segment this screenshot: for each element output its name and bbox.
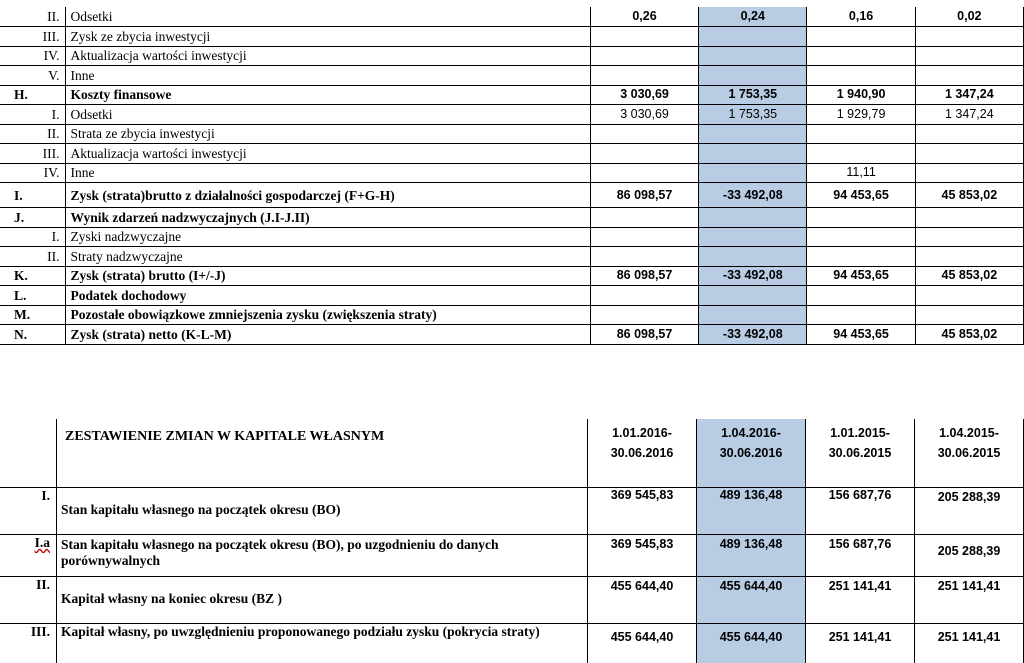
row-number: N. xyxy=(0,325,66,345)
value-cell xyxy=(699,124,807,144)
value-cell xyxy=(699,286,807,306)
value-cell xyxy=(699,208,807,228)
pl-row xyxy=(0,227,1024,247)
value-cell xyxy=(590,208,698,228)
equity-row-after-distribution xyxy=(0,624,1024,663)
value-cell: 45 853,02 xyxy=(915,183,1023,208)
row-number: I.a xyxy=(0,535,57,577)
row-label: Strata ze zbycia inwestycji xyxy=(66,124,590,144)
value-cell xyxy=(699,227,807,247)
value-cell: 251 141,41 xyxy=(915,624,1024,663)
pl-row xyxy=(0,325,1024,345)
value-cell: 455 644,40 xyxy=(697,577,806,624)
value-cell xyxy=(590,27,698,47)
value-cell xyxy=(807,66,915,86)
value-cell xyxy=(915,144,1023,164)
row-label: Kapitał własny, po uwzględnieniu proponowanego podziału zysku (pokrycia straty) xyxy=(57,624,588,663)
value-cell: 251 141,41 xyxy=(806,624,915,663)
row-number: II. xyxy=(0,247,66,267)
row-number: II. xyxy=(0,577,57,624)
value-cell: 1 753,35 xyxy=(699,105,807,125)
value-cell xyxy=(699,66,807,86)
value-cell xyxy=(807,227,915,247)
row-label: Koszty finansowe xyxy=(66,85,590,105)
value-cell: 1 347,24 xyxy=(915,85,1023,105)
row-label: Stan kapitału własnego na początek okresu (BO) xyxy=(57,488,588,535)
row-number: II. xyxy=(0,124,66,144)
value-cell: 455 644,40 xyxy=(588,624,697,663)
value-cell: 369 545,83 xyxy=(588,488,697,535)
value-cell xyxy=(807,46,915,66)
value-cell xyxy=(807,124,915,144)
value-cell: 86 098,57 xyxy=(590,266,698,286)
row-number: IV. xyxy=(0,46,66,66)
value-cell xyxy=(699,247,807,267)
pl-row xyxy=(0,7,1024,27)
pl-row xyxy=(0,46,1024,66)
value-cell xyxy=(699,46,807,66)
value-cell: 0,16 xyxy=(807,7,915,27)
equity-table-title: ZESTAWIENIE ZMIAN W KAPITALE WŁASNYM xyxy=(57,419,588,488)
row-label: Zysk ze zbycia inwestycji xyxy=(66,27,590,47)
pl-row xyxy=(0,183,1024,208)
row-label: Straty nadzwyczajne xyxy=(66,247,590,267)
row-label: Odsetki xyxy=(66,105,590,125)
value-cell xyxy=(590,163,698,183)
value-cell: 94 453,65 xyxy=(807,325,915,345)
value-cell xyxy=(807,144,915,164)
value-cell xyxy=(807,305,915,325)
row-number: II. xyxy=(0,7,66,27)
value-cell xyxy=(699,144,807,164)
value-cell: 3 030,69 xyxy=(590,85,698,105)
value-cell xyxy=(915,208,1023,228)
period-header-2: 1.04.2016- 30.06.2016 xyxy=(697,419,806,488)
value-cell: 455 644,40 xyxy=(588,577,697,624)
value-cell xyxy=(915,124,1023,144)
row-number xyxy=(0,419,57,488)
pl-row xyxy=(0,144,1024,164)
value-cell xyxy=(699,305,807,325)
row-label: Zysk (strata)brutto z działalności gospodarczej (F+G-H) xyxy=(66,183,590,208)
row-number: I. xyxy=(0,105,66,125)
value-cell xyxy=(915,286,1023,306)
pl-row xyxy=(0,208,1024,228)
value-cell: -33 492,08 xyxy=(699,325,807,345)
value-cell: 11,11 xyxy=(807,163,915,183)
value-cell: 86 098,57 xyxy=(590,325,698,345)
value-cell xyxy=(807,247,915,267)
value-cell xyxy=(590,247,698,267)
value-cell: 156 687,76 xyxy=(806,535,915,577)
row-label: Stan kapitału własnego na początek okresu (BO), po uzgodnieniu do danych porównywalnych xyxy=(57,535,588,577)
row-number: I. xyxy=(0,488,57,535)
row-number: III. xyxy=(0,144,66,164)
pl-row xyxy=(0,124,1024,144)
value-cell: 0,24 xyxy=(699,7,807,27)
value-cell xyxy=(590,66,698,86)
value-cell: 369 545,83 xyxy=(588,535,697,577)
equity-row-opening xyxy=(0,488,1024,535)
profit-loss-table xyxy=(0,7,1024,345)
row-label: Zysk (strata) netto (K-L-M) xyxy=(66,325,590,345)
value-cell: 455 644,40 xyxy=(697,624,806,663)
equity-header-row xyxy=(0,419,1024,488)
equity-row-opening-adjusted xyxy=(0,535,1024,577)
value-cell: 86 098,57 xyxy=(590,183,698,208)
value-cell xyxy=(915,163,1023,183)
pl-row xyxy=(0,305,1024,325)
value-cell xyxy=(915,227,1023,247)
value-cell xyxy=(699,163,807,183)
value-cell xyxy=(915,305,1023,325)
value-cell xyxy=(915,46,1023,66)
row-label: Pozostałe obowiązkowe zmniejszenia zysku (zwiększenia straty) xyxy=(66,305,590,325)
value-cell: 45 853,02 xyxy=(915,266,1023,286)
row-label: Aktualizacja wartości inwestycji xyxy=(66,144,590,164)
value-cell xyxy=(590,124,698,144)
row-label: Aktualizacja wartości inwestycji xyxy=(66,46,590,66)
value-cell xyxy=(590,144,698,164)
value-cell: 251 141,41 xyxy=(915,577,1024,624)
value-cell: 94 453,65 xyxy=(807,183,915,208)
value-cell xyxy=(590,46,698,66)
pl-row xyxy=(0,163,1024,183)
value-cell xyxy=(590,286,698,306)
value-cell xyxy=(915,247,1023,267)
value-cell xyxy=(807,208,915,228)
row-number: III. xyxy=(0,27,66,47)
value-cell: 94 453,65 xyxy=(807,266,915,286)
value-cell: 1 347,24 xyxy=(915,105,1023,125)
value-cell: 3 030,69 xyxy=(590,105,698,125)
value-cell: -33 492,08 xyxy=(699,266,807,286)
row-number: M. xyxy=(0,305,66,325)
value-cell xyxy=(590,305,698,325)
value-cell xyxy=(807,27,915,47)
period-header-1: 1.01.2016- 30.06.2016 xyxy=(588,419,697,488)
value-cell: 0,02 xyxy=(915,7,1023,27)
value-cell xyxy=(807,286,915,306)
row-number: I. xyxy=(0,183,66,208)
value-cell xyxy=(590,227,698,247)
value-cell: 156 687,76 xyxy=(806,488,915,535)
value-cell: 0,26 xyxy=(590,7,698,27)
value-cell xyxy=(915,27,1023,47)
equity-row-closing xyxy=(0,577,1024,624)
row-label: Inne xyxy=(66,66,590,86)
row-number: H. xyxy=(0,85,66,105)
row-label: Zysk (strata) brutto (I+/-J) xyxy=(66,266,590,286)
value-cell: 489 136,48 xyxy=(697,488,806,535)
value-cell xyxy=(699,27,807,47)
pl-row xyxy=(0,27,1024,47)
value-cell: 1 940,90 xyxy=(807,85,915,105)
row-number: IV. xyxy=(0,163,66,183)
value-cell: 251 141,41 xyxy=(806,577,915,624)
period-header-4: 1.04.2015- 30.06.2015 xyxy=(915,419,1024,488)
pl-row xyxy=(0,286,1024,306)
value-cell: 489 136,48 xyxy=(697,535,806,577)
row-number: V. xyxy=(0,66,66,86)
row-number: I. xyxy=(0,227,66,247)
row-label: Odsetki xyxy=(66,7,590,27)
value-cell: 205 288,39 xyxy=(915,535,1024,577)
row-label: Podatek dochodowy xyxy=(66,286,590,306)
row-number: J. xyxy=(0,208,66,228)
value-cell: 1 753,35 xyxy=(699,85,807,105)
pl-row xyxy=(0,266,1024,286)
pl-row xyxy=(0,105,1024,125)
value-cell: 205 288,39 xyxy=(915,488,1024,535)
value-cell xyxy=(915,66,1023,86)
pl-row xyxy=(0,66,1024,86)
value-cell: 45 853,02 xyxy=(915,325,1023,345)
row-number: III. xyxy=(0,624,57,663)
equity-changes-table xyxy=(0,419,1024,663)
row-label: Zyski nadzwyczajne xyxy=(66,227,590,247)
row-label: Kapitał własny na koniec okresu (BZ ) xyxy=(57,577,588,624)
row-label: Wynik zdarzeń nadzwyczajnych (J.I-J.II) xyxy=(66,208,590,228)
pl-row xyxy=(0,85,1024,105)
row-number: K. xyxy=(0,266,66,286)
row-number: L. xyxy=(0,286,66,306)
pl-row xyxy=(0,247,1024,267)
row-label: Inne xyxy=(66,163,590,183)
period-header-3: 1.01.2015- 30.06.2015 xyxy=(806,419,915,488)
value-cell: -33 492,08 xyxy=(699,183,807,208)
value-cell: 1 929,79 xyxy=(807,105,915,125)
